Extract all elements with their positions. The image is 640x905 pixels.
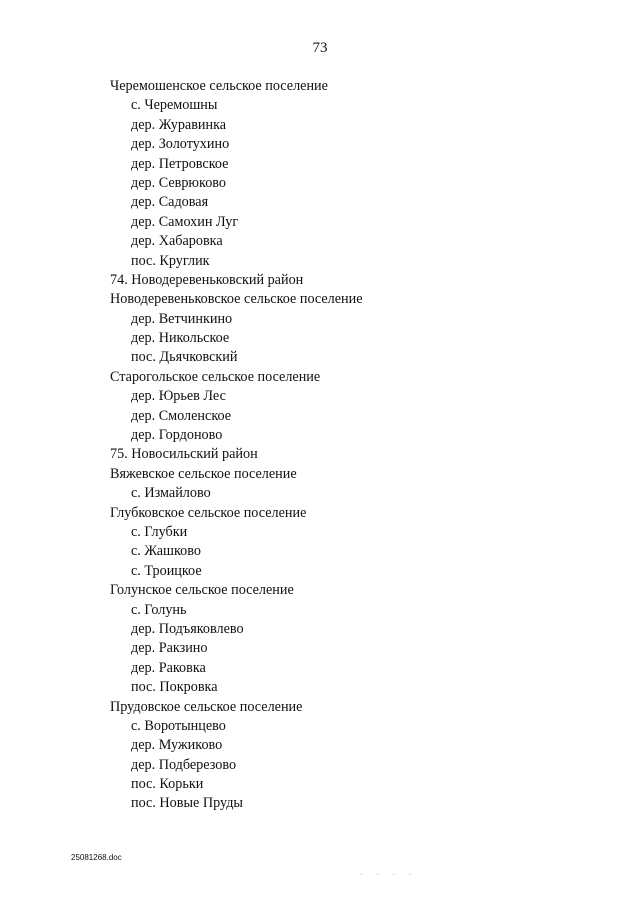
scan-artifact-marks: · · · · (360, 871, 418, 878)
settlement-entry: дер. Хабаровка (131, 233, 223, 250)
section-heading: Старогольское сельское поселение (110, 368, 321, 385)
settlement-entry: дер. Ракзино (131, 640, 208, 657)
settlement-entry: дер. Юрьев Лес (131, 388, 226, 405)
page-number: 73 (312, 40, 328, 56)
section-heading: 74. Новодеревеньковский район (110, 271, 304, 288)
settlement-entry: дер. Садовая (131, 194, 209, 211)
settlement-entry: с. Жашково (131, 543, 201, 560)
settlement-entry: пос. Покровка (131, 679, 218, 696)
settlement-entry: дер. Ветчинкино (131, 310, 233, 327)
settlement-entry: дер. Петровское (131, 155, 229, 172)
section-heading: Глубковское сельское поселение (110, 504, 307, 521)
settlement-entry: с. Троицкое (131, 562, 202, 579)
settlement-entry: с. Глубки (131, 523, 188, 540)
settlement-entry: дер. Подъяковлево (131, 620, 244, 637)
settlement-entry: с. Воротынцево (131, 717, 226, 734)
settlement-entry: дер. Мужиково (131, 737, 223, 754)
section-heading: Вяжевское сельское поселение (110, 465, 297, 482)
settlement-entry: дер. Подберезово (131, 756, 237, 773)
settlement-entry: дер. Раковка (131, 659, 206, 676)
section-heading: Прудовское сельское поселение (110, 698, 303, 715)
settlement-entry: дер. Севрюково (131, 174, 226, 191)
settlement-entry: пос. Дьячковский (131, 349, 238, 366)
settlement-entry: дер. Никольское (131, 330, 230, 347)
document-body (110, 77, 600, 814)
section-heading: 75. Новосильский район (110, 446, 258, 463)
settlement-entry: пос. Корьки (131, 776, 204, 793)
settlement-entry: пос. Новые Пруды (131, 795, 243, 812)
settlement-entry: дер. Смоленское (131, 407, 232, 424)
section-heading: Голунское сельское поселение (110, 582, 294, 599)
settlement-entry: пос. Круглик (131, 252, 210, 269)
settlement-entry: с. Измайлово (131, 485, 211, 502)
settlement-entry: дер. Самохин Луг (131, 213, 239, 230)
footer-filename: 25081268.doc (71, 853, 122, 862)
section-heading: Черемошенское сельское поселение (110, 78, 328, 94)
settlement-entry: дер. Золотухино (131, 136, 230, 153)
settlement-entry: дер. Гордоново (131, 427, 223, 444)
settlement-entry: с. Черемошны (131, 97, 218, 114)
settlement-entry: с. Голунь (131, 601, 187, 618)
section-heading: Новодеревеньковское сельское поселение (110, 291, 363, 308)
settlement-entry: дер. Журавинка (131, 116, 227, 133)
